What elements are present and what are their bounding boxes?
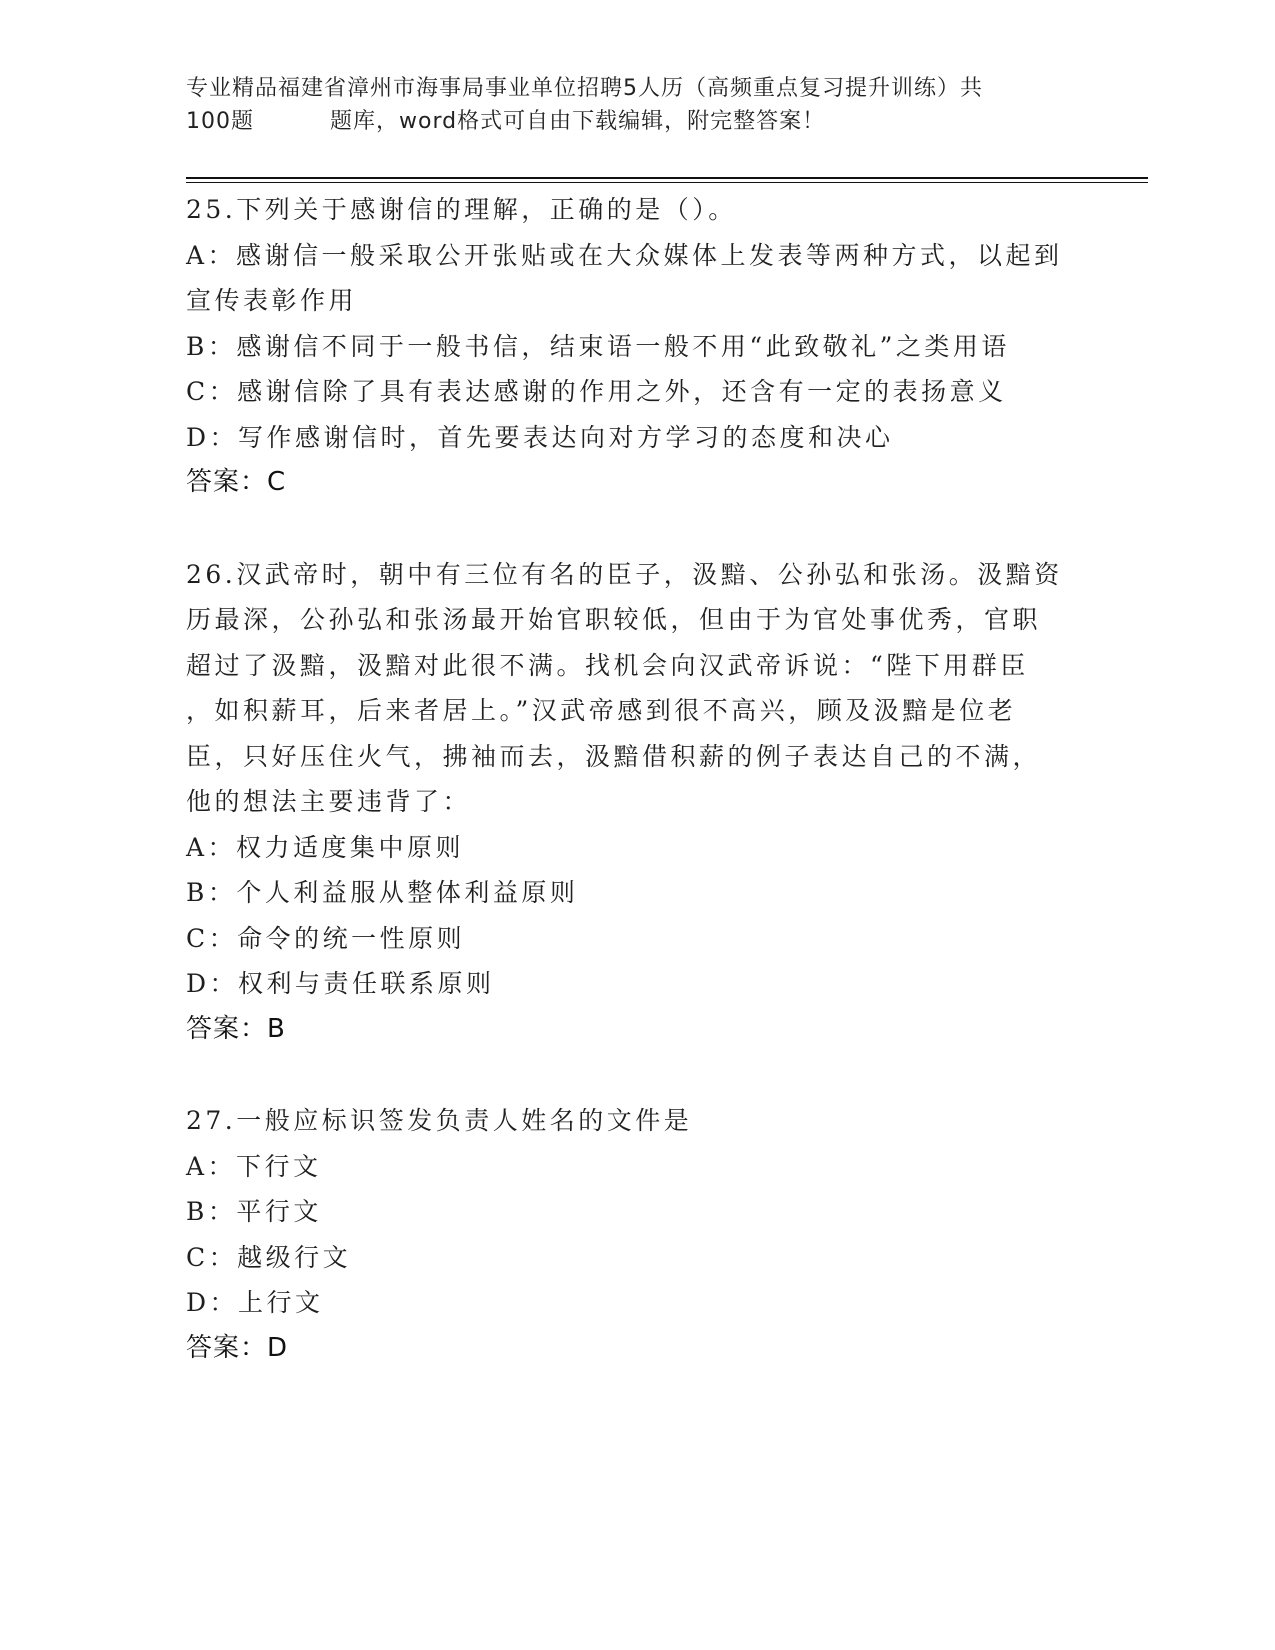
page-header bbox=[186, 72, 1066, 138]
header-line-1: 专业精品福建省漳州市海事局事业单位招聘5人历（高频重点复习提升训练）共 bbox=[186, 76, 983, 101]
option-a: A：感谢信一般采取公开张贴或在大众媒体上发表等两种方式，以起到 宣传表彰作用 bbox=[186, 240, 1063, 315]
option-a: A：权力适度集中原则 bbox=[186, 832, 465, 862]
option-d: D：权利与责任联系原则 bbox=[186, 969, 495, 998]
option-b: B：平行文 bbox=[186, 1197, 322, 1226]
header-divider-thick bbox=[186, 177, 1148, 179]
option-c: C：命令的统一性原则 bbox=[186, 923, 466, 953]
header-divider-thin bbox=[186, 182, 1148, 183]
question-stem: 26.汉武帝时，朝中有三位有名的臣子，汲黯、公孙弘和张汤。汲黯资 历最深，公孙弘和张汤最开始官职较低，但由于为官处事优秀，官职 超过了汲黯，汲黯对此很不满。找机会向汉武帝诉说：“陛下用群臣 ，如积薪耳，后来者居上。”汉武帝感到很不高兴，顾及汲黯是位老 臣，只好压住火气，拂袖而去，汲黯借积薪的例子表达自己的不满， 他的想法主要违背了： bbox=[186, 559, 1063, 816]
header-description: 题库，word格式可自由下载编辑，附完整答案！ bbox=[330, 109, 826, 134]
answer: 答案：B bbox=[186, 1013, 286, 1044]
option-d: D：上行文 bbox=[186, 1288, 324, 1317]
option-b: B：个人利益服从整体利益原则 bbox=[186, 878, 579, 907]
option-b: B：感谢信不同于一般书信，结束语一般不用“此致敬礼”之类用语 bbox=[186, 331, 1010, 361]
option-c: C：越级行文 bbox=[186, 1242, 352, 1272]
answer: 答案：C bbox=[186, 467, 287, 497]
question-26 bbox=[186, 552, 1086, 1053]
header-line-2 bbox=[186, 105, 1066, 138]
answer: 答案：D bbox=[186, 1332, 289, 1363]
question-stem: 27.一般应标识签发负责人姓名的文件是 bbox=[186, 1106, 693, 1135]
question-25 bbox=[186, 187, 1086, 506]
option-a: A：下行文 bbox=[186, 1151, 322, 1181]
option-d: D：写作感谢信时，首先要表达向对方学习的态度和决心 bbox=[186, 422, 894, 452]
option-c: C：感谢信除了具有表达感谢的作用之外，还含有一定的表扬意义 bbox=[186, 377, 1007, 406]
question-stem: 25.下列关于感谢信的理解，正确的是（）。 bbox=[186, 195, 737, 224]
question-list bbox=[186, 187, 1086, 1371]
header-count: 100题 bbox=[186, 109, 254, 134]
question-27 bbox=[186, 1098, 1086, 1371]
